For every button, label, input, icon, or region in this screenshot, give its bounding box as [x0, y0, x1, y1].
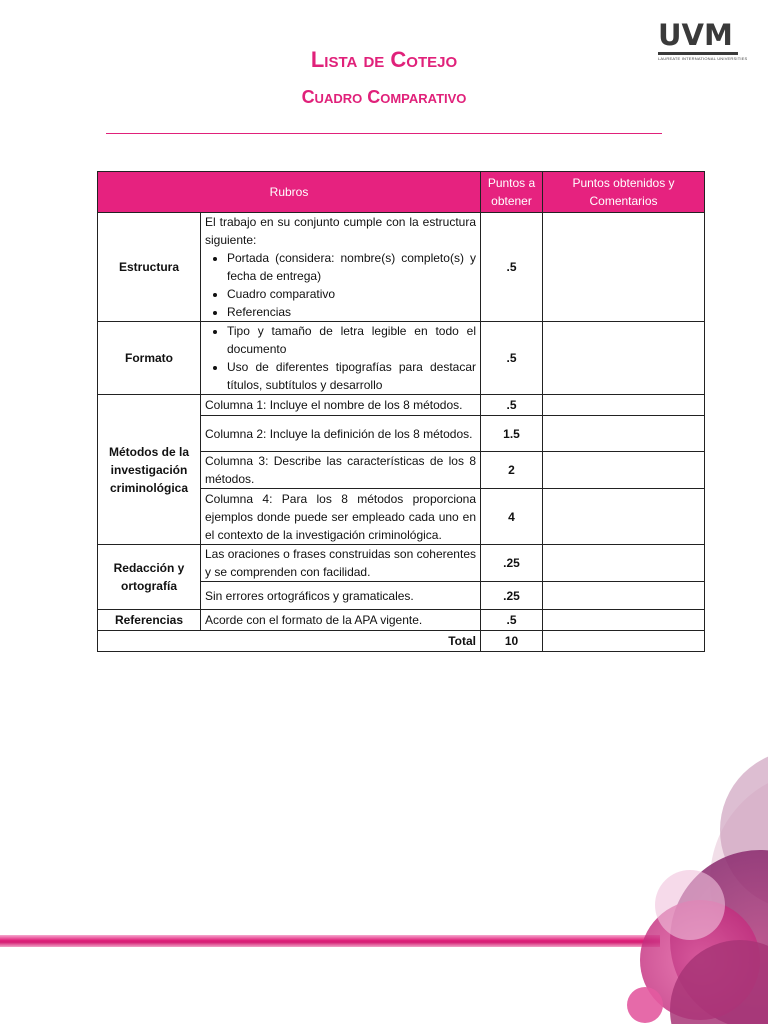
header-rubros: Rubros: [98, 172, 481, 213]
decorative-circle: [720, 750, 768, 910]
criteria-text: Columna 2: Incluye la definición de los 8 métodos.: [201, 416, 481, 452]
points-cell: .5: [481, 213, 543, 322]
decorative-circle: [655, 870, 725, 940]
document-title: Lista de Cotejo: [310, 47, 458, 72]
bullet-list: [205, 322, 476, 394]
table-row: [98, 322, 705, 395]
points-cell: .25: [481, 582, 543, 610]
points-cell: .5: [481, 610, 543, 631]
logo-tagline: LAUREATE INTERNATIONAL UNIVERSITIES: [658, 56, 748, 61]
criteria-text: Las oraciones o frases construidas son coherentes y se comprenden con facilidad.: [201, 545, 481, 582]
comments-cell[interactable]: [543, 213, 705, 322]
points-cell: .5: [481, 322, 543, 395]
list-item: • Cuadro comparativo: [227, 285, 476, 303]
list-item: • Tipo y tamaño de letra legible en todo el documento: [227, 322, 476, 358]
decorative-circle: [640, 900, 760, 1020]
points-cell: .5: [481, 395, 543, 416]
points-cell: .25: [481, 545, 543, 582]
total-points: 10: [481, 631, 543, 652]
comments-cell[interactable]: [543, 416, 705, 452]
comments-cell[interactable]: [543, 395, 705, 416]
category-redaccion: Redacción y ortografía: [98, 545, 201, 610]
header-puntos-a-obtener: Puntos a obtener: [481, 172, 543, 213]
table-row: [98, 395, 705, 416]
criteria-text: Columna 3: Describe las características de los 8 métodos.: [201, 452, 481, 489]
criteria-text: Sin errores ortográficos y gramaticales.: [201, 582, 481, 610]
header-row: [98, 172, 705, 213]
list-item: • Referencias: [227, 303, 476, 321]
decorative-circle: [627, 987, 663, 1023]
criteria-estructura: [201, 213, 481, 322]
document-subtitle: Cuadro Comparativo: [301, 87, 467, 107]
title-divider: [106, 133, 662, 134]
category-estructura: Estructura: [98, 213, 201, 322]
criteria-text: Columna 4: Para los 8 métodos proporciona ejemplos donde puede ser empleado cada uno en el contexto de la investigación criminológica.: [201, 489, 481, 545]
table-row: [98, 545, 705, 582]
comments-cell[interactable]: [543, 322, 705, 395]
logo-name: UVM: [658, 18, 733, 52]
criteria-formato: [201, 322, 481, 395]
criteria-text: Columna 1: Incluye el nombre de los 8 métodos.: [201, 395, 481, 416]
category-referencias: Referencias: [98, 610, 201, 631]
comments-cell[interactable]: [543, 489, 705, 545]
list-item: • Uso de diferentes tipografías para destacar títulos, subtítulos y desarrollo: [227, 358, 476, 394]
comments-cell[interactable]: [543, 631, 705, 652]
comments-cell[interactable]: [543, 545, 705, 582]
table-row: [98, 610, 705, 631]
decorative-circle: [670, 850, 768, 1024]
decorative-circle: [710, 770, 768, 990]
rubric-table: [97, 171, 705, 652]
criteria-text: El trabajo en su conjunto cumple con la estructura siguiente:: [205, 215, 476, 247]
comments-cell[interactable]: [543, 610, 705, 631]
decorative-bar: [0, 935, 660, 947]
comments-cell[interactable]: [543, 452, 705, 489]
list-item: • Portada (considera: nombre(s) completo(s) y fecha de entrega): [227, 249, 476, 285]
category-metodos: Métodos de la investigación criminológica: [98, 395, 201, 545]
header-puntos-obtenidos: Puntos obtenidos y Comentarios: [543, 172, 705, 213]
category-formato: Formato: [98, 322, 201, 395]
criteria-text: Acorde con el formato de la APA vigente.: [201, 610, 481, 631]
bullet-list: [205, 249, 476, 321]
table-row: [98, 213, 705, 322]
comments-cell[interactable]: [543, 582, 705, 610]
points-cell: 2: [481, 452, 543, 489]
points-cell: 4: [481, 489, 543, 545]
points-cell: 1.5: [481, 416, 543, 452]
decorative-circle: [670, 940, 768, 1024]
total-label: Total: [98, 631, 481, 652]
total-row: [98, 631, 705, 652]
